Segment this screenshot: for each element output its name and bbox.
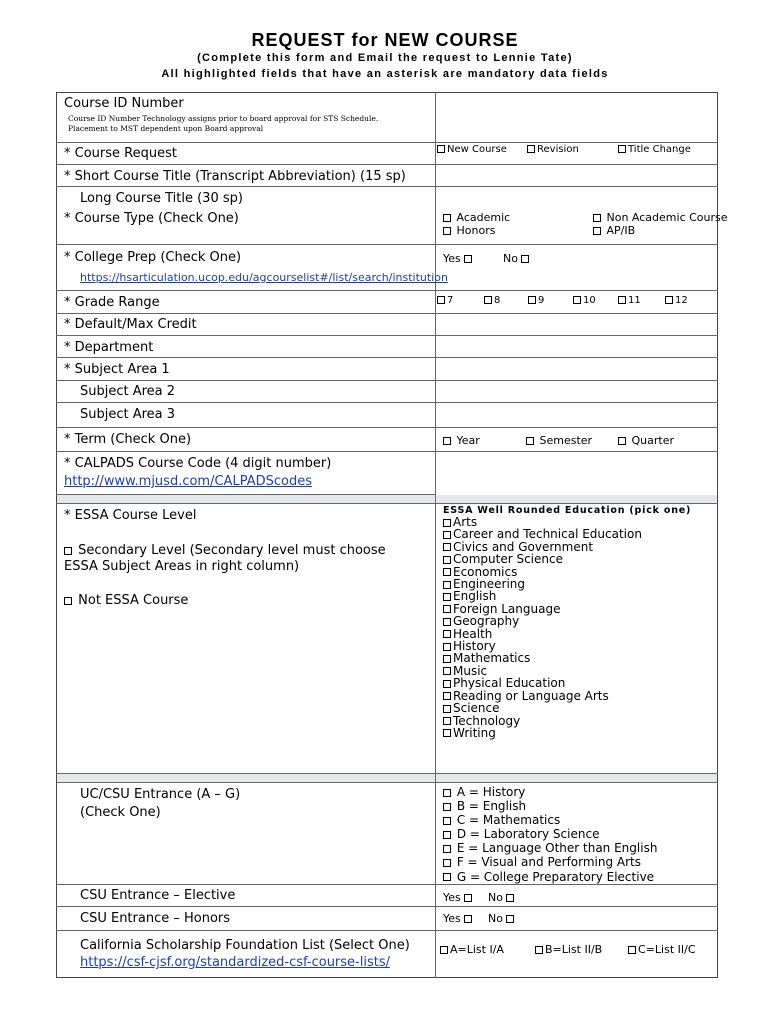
checkbox-icon [443,519,451,527]
checkbox-icon [443,531,451,539]
checkbox-icon [573,296,581,304]
college-prep-label: * College Prep (Check One) [64,250,242,265]
checkbox-icon [527,145,535,153]
course-id-label: Course ID Number [64,96,184,111]
checkbox-icon [464,255,472,263]
checkbox-icon [443,556,451,564]
term-label: * Term (Check One) [64,432,192,447]
list-item[interactable]: Health [443,628,642,640]
checkbox-icon [618,145,626,153]
checkbox-icon [665,296,673,304]
course-type-label: * Course Type (Check One) [64,211,239,226]
term-year-checkbox[interactable]: Year [443,434,480,447]
uc-csu-check-one: (Check One) [80,805,161,820]
csu-elective-no[interactable]: No [488,891,516,904]
list-item[interactable]: Arts [443,516,642,528]
college-prep-no[interactable]: No [503,252,531,265]
checkbox-icon [443,817,451,825]
academic-checkbox[interactable]: Academic [443,211,510,224]
csf-label: California Scholarship Foundation List (Select One) [80,938,410,953]
grade-9-checkbox[interactable]: 9 [528,295,544,306]
honors-checkbox[interactable]: Honors [443,224,495,237]
checkbox-icon [443,717,451,725]
csu-elective-label: CSU Entrance – Elective [80,888,236,903]
course-request-label: * Course Request [64,146,177,161]
ap-ib-checkbox[interactable]: AP/IB [593,224,635,237]
page-title: REQUEST for NEW COURSE [251,30,519,50]
checkbox-icon [464,915,472,923]
essa-subject-list [443,516,642,739]
checkbox-icon [443,803,451,811]
list-item[interactable]: Economics [443,566,642,578]
long-title-label: Long Course Title (30 sp) [80,191,243,206]
course-id-note: Course ID Number Technology assigns prior to board approval for STS Schedule. [68,114,379,123]
checkbox-icon [528,296,536,304]
checkbox-icon [443,655,451,663]
checkbox-icon [506,894,514,902]
list-item[interactable]: E = Language Other than English [443,841,657,855]
list-item[interactable]: Geography [443,615,642,627]
list-item[interactable]: D = Laboratory Science [443,827,657,841]
checkbox-icon [443,789,451,797]
list-item[interactable]: Reading or Language Arts [443,690,642,702]
list-item[interactable]: Science [443,702,642,714]
list-item[interactable]: Physical Education [443,677,642,689]
checkbox-icon [443,593,451,601]
checkbox-icon [443,543,451,551]
grade-8-checkbox[interactable]: 8 [484,295,500,306]
uc-csu-list [443,785,657,884]
checkbox-icon [484,296,492,304]
checkbox-icon [440,946,448,954]
checkbox-icon [593,214,601,222]
column-divider [435,92,436,978]
essa-list-title: ESSA Well Rounded Education (pick one) [443,505,692,516]
csu-honors-yes[interactable]: Yes [443,912,474,925]
checkbox-icon [443,605,451,613]
subject-area-2-label: Subject Area 2 [80,384,176,399]
list-item[interactable]: C = Mathematics [443,813,657,827]
calpads-label: * CALPADS Course Code (4 digit number) [64,456,332,471]
csf-link[interactable]: https://csf-cjsf.org/standardized-csf-course-lists/ [80,955,390,970]
checkbox-icon [443,859,451,867]
essa-secondary-note: ESSA Subject Areas in right column) [64,559,300,574]
checkbox-icon [618,437,626,445]
checkbox-icon [437,145,445,153]
list-item[interactable]: F = Visual and Performing Arts [443,855,657,869]
grade-7-checkbox[interactable]: 7 [437,295,453,306]
list-item[interactable]: Mathematics [443,652,642,664]
list-item[interactable]: A = History [443,785,657,799]
checkbox-icon [526,437,534,445]
default-credit-label: * Default/Max Credit [64,317,197,332]
checkbox-icon [443,214,451,222]
course-id-note: Placement to MST dependent upon Board approval [68,124,264,133]
checkbox-icon [64,597,72,605]
checkbox-icon [443,568,451,576]
checkbox-icon [443,581,451,589]
short-title-label: * Short Course Title (Transcript Abbreviation) (15 sp) [64,169,406,184]
uc-csu-label: UC/CSU Entrance (A – G) [80,787,241,802]
subject-area-1-label: * Subject Area 1 [64,362,170,377]
mandatory-note: All highlighted fields that have an asterisk are mandatory data fields [161,68,609,80]
checkbox-icon [618,296,626,304]
grade-12-checkbox[interactable]: 12 [665,295,688,306]
checkbox-icon [443,643,451,651]
checkbox-icon [443,630,451,638]
section-divider [57,495,717,503]
checkbox-icon [443,618,451,626]
list-item[interactable]: G = College Preparatory Elective [443,870,657,884]
grade-10-checkbox[interactable]: 10 [573,295,596,306]
list-item[interactable]: Music [443,665,642,677]
checkbox-icon [535,946,543,954]
csf-list-c-checkbox[interactable]: C=List II/C [628,943,696,956]
checkbox-icon [443,437,451,445]
new-course-checkbox[interactable]: New Course [437,144,507,155]
checkbox-icon [443,667,451,675]
grade-range-label: * Grade Range [64,295,160,310]
list-item[interactable]: Computer Science [443,553,642,565]
checkbox-icon [521,255,529,263]
section-divider [57,774,717,782]
term-semester-checkbox[interactable]: Semester [526,434,592,447]
list-item[interactable]: Writing [443,727,642,739]
subject-area-3-label: Subject Area 3 [80,407,176,422]
checkbox-icon [506,915,514,923]
list-item[interactable]: History [443,640,642,652]
list-item[interactable]: Engineering [443,578,642,590]
csu-elective-yes[interactable]: Yes [443,891,474,904]
checkbox-icon [437,296,445,304]
page-subtitle: (Complete this form and Email the request to Lennie Tate) [197,52,573,64]
list-item[interactable]: Career and Technical Education [443,528,642,540]
ucop-link[interactable]: https://hsarticulation.ucop.edu/agcourselist#/list/search/institution [80,271,448,284]
title-change-checkbox[interactable]: Title Change [618,144,691,155]
checkbox-icon [443,680,451,688]
essa-secondary-checkbox[interactable]: Secondary Level (Secondary level must choose [64,543,386,558]
calpads-link[interactable]: http://www.mjusd.com/CALPADScodes [64,474,312,489]
term-quarter-checkbox[interactable]: Quarter [618,434,674,447]
checkbox-icon [628,946,636,954]
non-academic-checkbox[interactable]: Non Academic Course [593,211,728,224]
checkbox-icon [593,227,601,235]
list-item[interactable]: B = English [443,799,657,813]
revision-checkbox[interactable]: Revision [527,144,579,155]
list-item[interactable]: English [443,590,642,602]
checkbox-icon [464,894,472,902]
not-essa-checkbox[interactable]: Not ESSA Course [64,593,188,608]
checkbox-icon [443,227,451,235]
checkbox-icon [443,729,451,737]
csf-list-a-checkbox[interactable]: A=List I/A [440,943,504,956]
checkbox-icon [443,692,451,700]
checkbox-icon [64,547,72,555]
list-item[interactable]: Foreign Language [443,603,642,615]
csu-honors-label: CSU Entrance – Honors [80,911,231,926]
checkbox-icon [443,705,451,713]
college-prep-yes[interactable]: Yes [443,252,474,265]
list-item[interactable]: Civics and Government [443,541,642,553]
grade-11-checkbox[interactable]: 11 [618,295,641,306]
checkbox-icon [443,845,451,853]
csu-honors-no[interactable]: No [488,912,516,925]
department-label: * Department [64,340,154,355]
csf-list-b-checkbox[interactable]: B=List II/B [535,943,602,956]
checkbox-icon [443,873,451,881]
checkbox-icon [443,831,451,839]
essa-label: * ESSA Course Level [64,508,197,523]
list-item[interactable]: Technology [443,715,642,727]
